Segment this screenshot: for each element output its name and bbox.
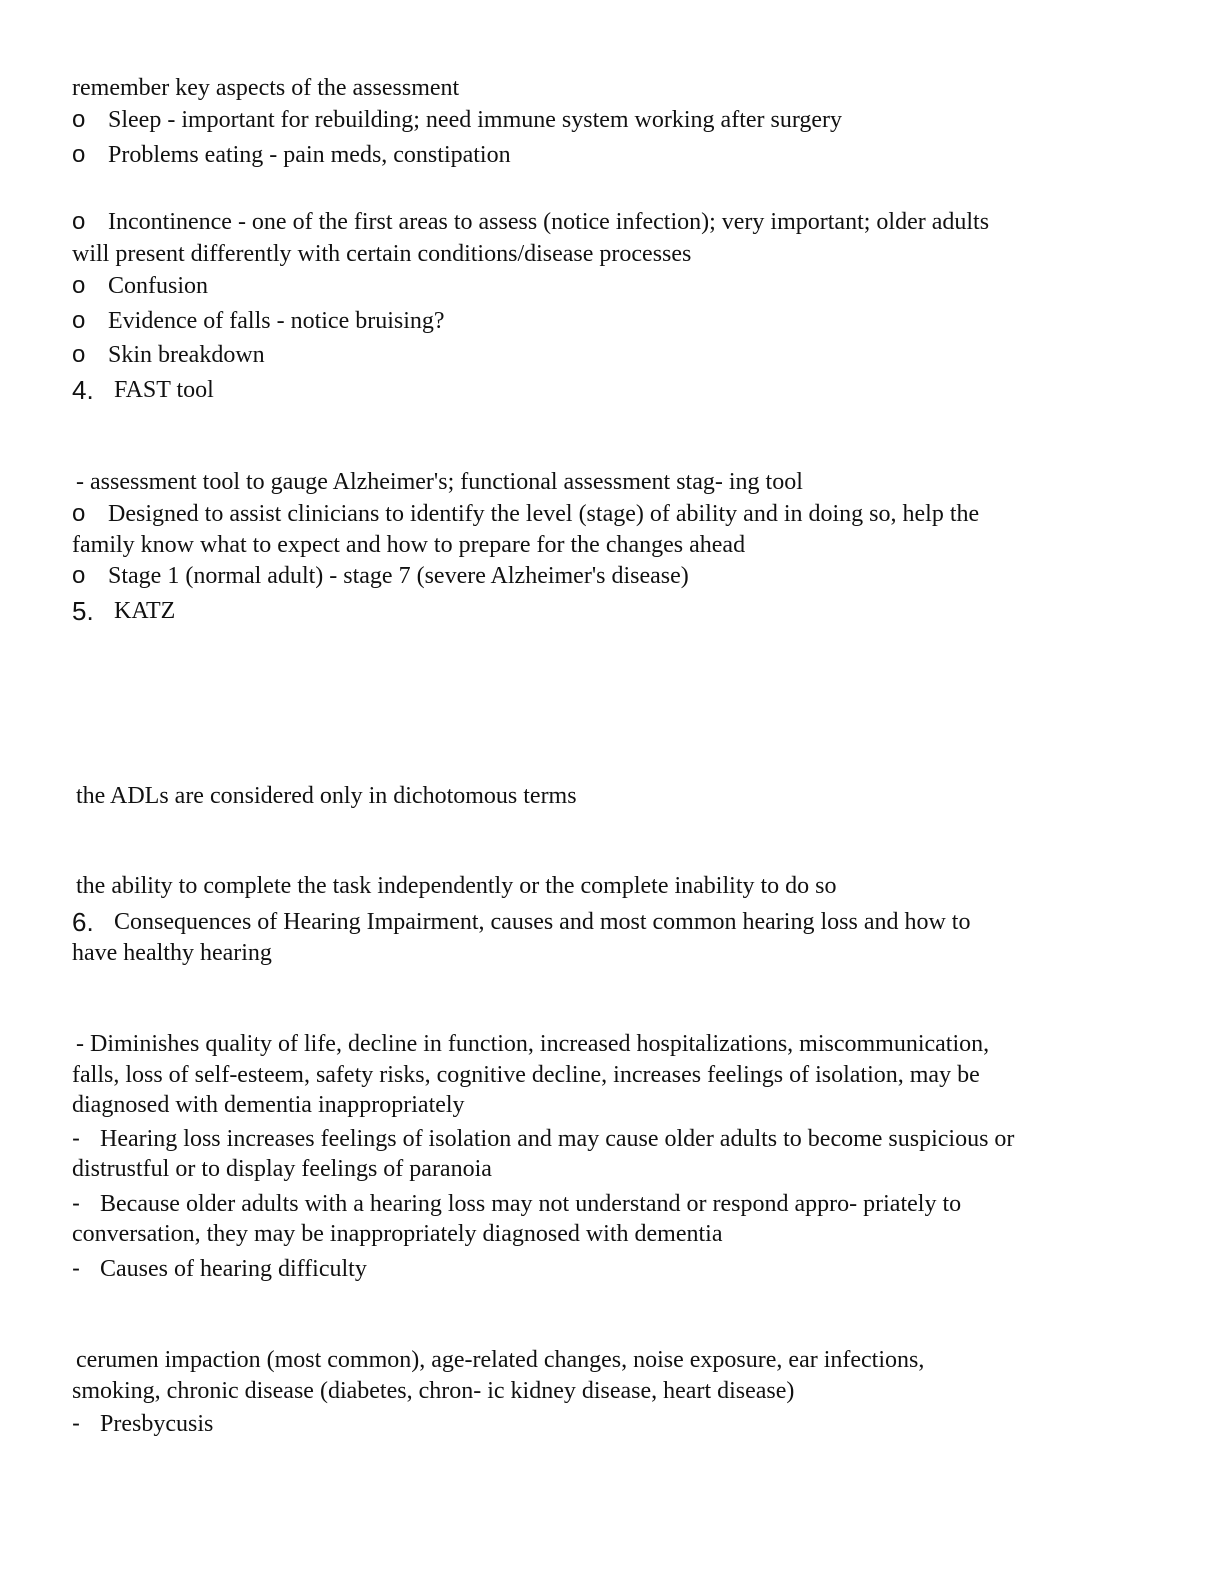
section-heading: Consequences of Hearing Impairment, causes and most common hearing loss and how to bbox=[114, 909, 971, 935]
bullet-marker: o bbox=[72, 141, 86, 168]
text-line: diagnosed with dementia inappropriately bbox=[72, 1092, 465, 1118]
list-item: Stage 1 (normal adult) - stage 7 (severe Alzheimer's disease) bbox=[108, 563, 689, 589]
section-number: 6. bbox=[72, 907, 94, 937]
list-item: Confusion bbox=[108, 273, 209, 299]
dash-marker: - bbox=[72, 1410, 80, 1437]
section-heading: FAST tool bbox=[114, 377, 214, 403]
bullet-marker: o bbox=[72, 500, 86, 527]
list-item: Problems eating - pain meds, constipation bbox=[108, 142, 511, 168]
list-item-continued: distrustful or to display feelings of paranoia bbox=[72, 1156, 492, 1182]
section-number: 4. bbox=[72, 375, 94, 405]
text-line: the ADLs are considered only in dichotomous terms bbox=[76, 783, 577, 809]
list-item-continued: family know what to expect and how to prepare for the changes ahead bbox=[72, 532, 746, 558]
list-item: Skin breakdown bbox=[108, 342, 265, 368]
list-item: Evidence of falls - notice bruising? bbox=[108, 308, 445, 334]
text-line: - Diminishes quality of life, decline in function, increased hospitalizations, miscommunication, bbox=[76, 1031, 990, 1057]
bullet-marker: o bbox=[72, 106, 86, 133]
text-line: cerumen impaction (most common), age-related changes, noise exposure, ear infections, bbox=[76, 1347, 925, 1373]
list-item: Designed to assist clinicians to identify the level (stage) of ability and in doing so, help the bbox=[108, 501, 980, 527]
text-line: - assessment tool to gauge Alzheimer's; functional assessment stag- ing tool bbox=[76, 469, 803, 495]
list-item: Sleep - important for rebuilding; need immune system working after surgery bbox=[108, 107, 843, 133]
list-item-continued: conversation, they may be inappropriately diagnosed with dementia bbox=[72, 1221, 723, 1247]
section-number: 5. bbox=[72, 596, 94, 626]
section-heading-continued: have healthy hearing bbox=[72, 940, 272, 966]
list-item: Causes of hearing difficulty bbox=[100, 1256, 367, 1282]
bullet-marker: o bbox=[72, 341, 86, 368]
bullet-marker: o bbox=[72, 307, 86, 334]
list-item: Because older adults with a hearing loss may not understand or respond appro- priately to bbox=[100, 1191, 962, 1217]
bullet-marker: o bbox=[72, 562, 86, 589]
text-line: smoking, chronic disease (diabetes, chron- ic kidney disease, heart disease) bbox=[72, 1378, 795, 1404]
list-item: Hearing loss increases feelings of isolation and may cause older adults to become suspicious or bbox=[100, 1126, 1015, 1152]
text-line: falls, loss of self-esteem, safety risks, cognitive decline, increases feelings of isolation, may be bbox=[72, 1062, 980, 1088]
list-item: Incontinence - one of the first areas to assess (notice infection); very important; older adults bbox=[108, 209, 990, 235]
text-line: the ability to complete the task independently or the complete inability to do so bbox=[76, 873, 837, 899]
dash-marker: - bbox=[72, 1125, 80, 1152]
bullet-marker: o bbox=[72, 272, 86, 299]
list-item-continued: will present differently with certain conditions/disease processes bbox=[72, 241, 692, 267]
section-heading: KATZ bbox=[114, 598, 176, 624]
dash-marker: - bbox=[72, 1255, 80, 1282]
text-line: remember key aspects of the assessment bbox=[72, 75, 460, 101]
list-item: Presbycusis bbox=[100, 1411, 214, 1437]
dash-marker: - bbox=[72, 1190, 80, 1217]
bullet-marker: o bbox=[72, 208, 86, 235]
